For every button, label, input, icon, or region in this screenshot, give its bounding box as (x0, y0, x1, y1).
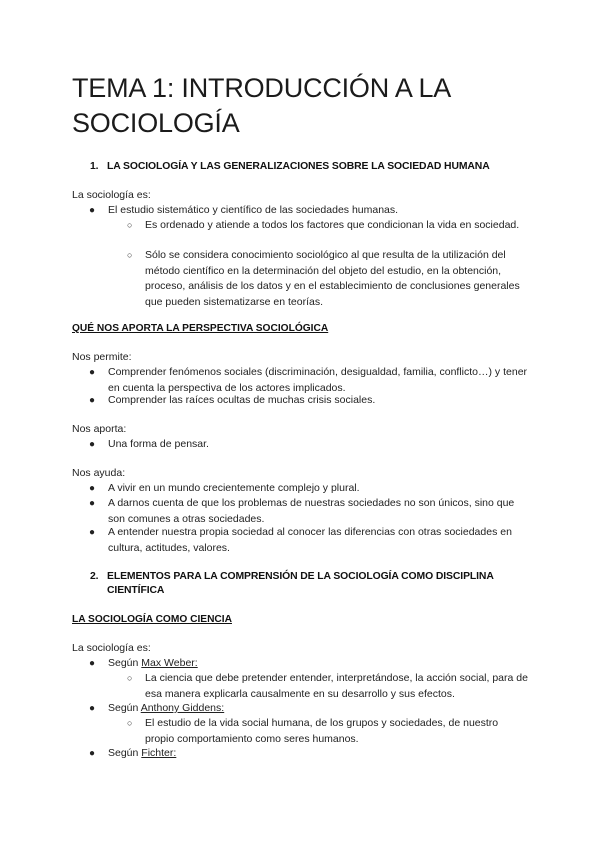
bullet-icon: ● (89, 395, 96, 406)
circle-bullet-icon: ○ (127, 250, 133, 260)
list-item-text: Sólo se considera conocimiento sociológico al que resulta de la utilización del método científico en la determinación del objeto del estudio, en la obtención, proceso, análisis de los datos y en el establecimiento de conclusiones generales que pueden sistematizarse en teorías. (145, 249, 520, 308)
author-name: Fichter: (141, 747, 177, 759)
list-item (89, 701, 528, 717)
list-item-text: A vivir en un mundo crecientemente complejo y plural. (108, 482, 360, 494)
list-item-text: El estudio de la vida social humana, de los grupos y sociedades, de nuestro propio comportamiento como seres humanos. (145, 717, 499, 745)
author-name: Anthony Giddens: (140, 702, 225, 714)
list-item (89, 496, 528, 527)
bullet-icon: ● (89, 703, 96, 714)
author-name: Max Weber: (141, 657, 198, 669)
list-item (89, 656, 528, 672)
subsection-heading: LA SOCIOLOGÍA COMO CIENCIA (72, 614, 232, 625)
list-item-text: Según (108, 747, 139, 759)
list-item-text: Según (108, 657, 139, 669)
document-title: TEMA 1: INTRODUCCIÓN A LA SOCIOLOGÍA (72, 73, 450, 138)
list-item (89, 203, 528, 219)
bullet-icon: ● (89, 205, 96, 216)
paragraph: Nos permite: (72, 351, 132, 363)
section-number: 2. (90, 571, 99, 582)
list-item (89, 746, 528, 762)
list-item-text: El estudio sistemático y científico de las sociedades humanas. (108, 204, 399, 216)
circle-bullet-icon: ○ (127, 673, 133, 683)
sub-list-item (127, 671, 530, 702)
bullet-icon: ● (89, 658, 96, 669)
paragraph: Nos ayuda: (72, 467, 126, 479)
paragraph: La sociología es: (72, 642, 151, 654)
list-item (89, 481, 528, 497)
list-item-text: Comprender fenómenos sociales (discriminación, desigualdad, familia, conflicto…) y tener en cuenta la perspectiva de los actores implicados. (108, 366, 528, 394)
section-title: ELEMENTOS PARA LA COMPRENSIÓN DE LA SOCIOLOGÍA COMO DISCIPLINA CIENTÍFICA (107, 571, 494, 596)
section-title: LA SOCIOLOGÍA Y LAS GENERALIZACIONES SOBRE LA SOCIEDAD HUMANA (107, 161, 490, 172)
bullet-icon: ● (89, 498, 96, 509)
list-item-text: Una forma de pensar. (108, 438, 209, 450)
paragraph: La sociología es: (72, 189, 151, 201)
section-number: 1. (90, 161, 99, 172)
list-item-text: A entender nuestra propia sociedad al conocer las diferencias con otras sociedades en cultura, actitudes, valores. (108, 526, 512, 554)
list-item (89, 525, 528, 556)
bullet-icon: ● (89, 483, 96, 494)
circle-bullet-icon: ○ (127, 220, 133, 230)
bullet-icon: ● (89, 748, 96, 759)
list-item-text: Comprender las raíces ocultas de muchas crisis sociales. (108, 394, 376, 406)
list-item (89, 437, 528, 453)
list-item-text: La ciencia que debe pretender entender, interpretándose, la acción social, para de esa manera explicarla causalmente en su desarrollo y sus efectos. (145, 672, 528, 700)
paragraph: Nos aporta: (72, 423, 127, 435)
bullet-icon: ● (89, 367, 96, 378)
subsection-heading: QUÉ NOS APORTA LA PERSPECTIVA SOCIOLÓGICA (72, 323, 329, 334)
list-item-text: Según (108, 702, 139, 714)
bullet-icon: ● (89, 527, 96, 538)
list-item-text: A darnos cuenta de que los problemas de nuestras sociedades no son únicos, sino que son comunes a otras sociedades. (108, 497, 515, 525)
list-item (89, 393, 528, 409)
sub-list-item (127, 716, 530, 747)
circle-bullet-icon: ○ (127, 718, 133, 728)
sub-list-item (127, 218, 530, 234)
bullet-icon: ● (89, 439, 96, 450)
list-item-text: Es ordenado y atiende a todos los factores que condicionan la vida en sociedad. (145, 219, 520, 231)
list-item (89, 365, 528, 396)
sub-list-item (127, 248, 530, 310)
